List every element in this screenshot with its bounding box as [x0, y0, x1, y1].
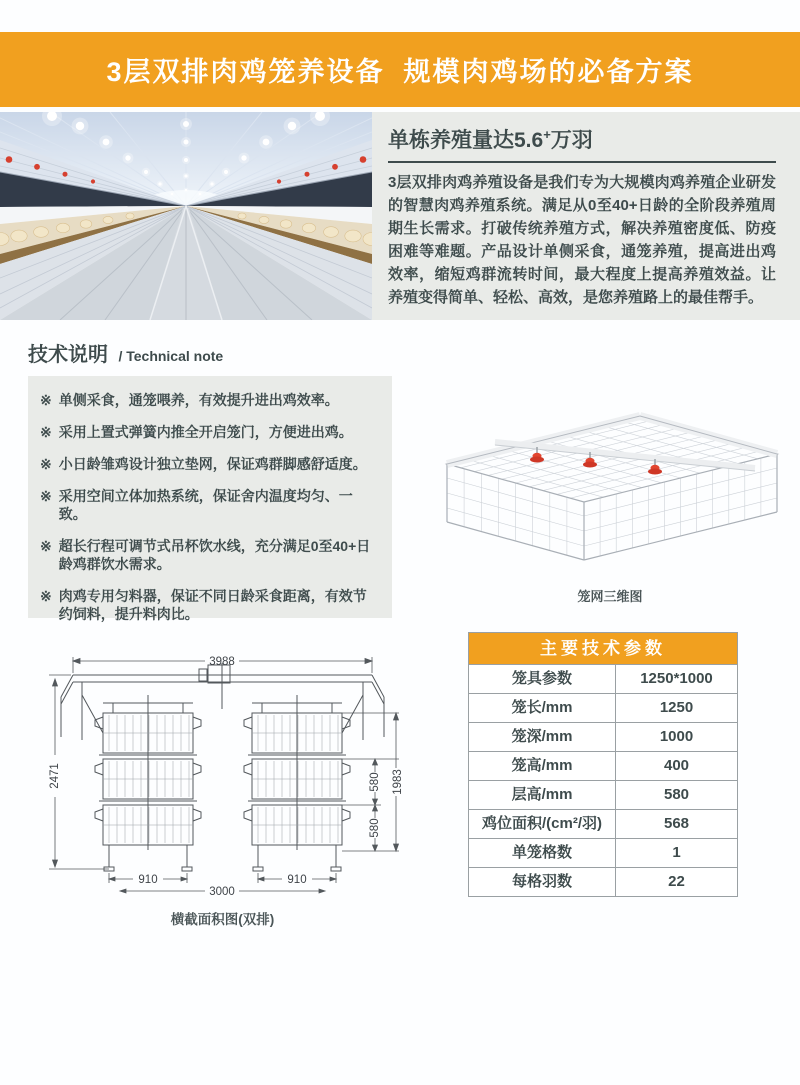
- technote-bullet: [40, 487, 380, 523]
- bullet-text: 超长行程可调节式吊杯饮水线，充分满足0至40+日龄鸡群饮水需求。: [58, 538, 371, 572]
- table-row: [469, 751, 737, 780]
- cross-section-caption: 横截面积图(双排): [170, 912, 275, 927]
- cage-mesh-top: [461, 420, 764, 498]
- bullet-text: 采用上置式弹簧内推全开启笼门，方便进出鸡。: [58, 424, 353, 440]
- table-row: [469, 664, 737, 693]
- technote-bullet: [40, 423, 380, 441]
- row-value: 400: [663, 757, 690, 774]
- row-label: 笼深/mm: [469, 723, 616, 751]
- cross-section-figure: [25, 645, 420, 928]
- dim-total-height: 2471: [49, 763, 61, 789]
- cage-mesh-left: [447, 469, 584, 556]
- spec-table: [468, 632, 738, 897]
- title-banner: [0, 32, 800, 107]
- frame-structure: [61, 663, 384, 740]
- dim-stack-height: 1983: [392, 769, 404, 795]
- bullet-text: 肉鸡专用匀料器，保证不同日龄采食距离，有效节约饲料，提升料肉比。: [58, 588, 367, 622]
- row-label: 层高/mm: [469, 781, 616, 809]
- bullet-text: 采用空间立体加热系统，保证舍内温度均匀、一致。: [58, 488, 353, 522]
- intro-heading-tail: 万羽: [550, 129, 593, 152]
- intro-heading-main: 单栋养殖量达5.6: [388, 129, 544, 152]
- technote-box: [28, 376, 392, 622]
- technote-title-zh: 技术说明: [28, 344, 108, 366]
- row-label: 笼高/mm: [469, 752, 616, 780]
- row-label: 单笼格数: [469, 839, 616, 867]
- cross-section-drawing: [25, 645, 420, 897]
- row-value: 1250: [659, 699, 694, 716]
- dim-total-width: 3988: [209, 656, 235, 668]
- dim-center-span: 3000: [209, 886, 235, 897]
- bullet-marker: ※: [40, 588, 52, 604]
- row-label: 鸡位面积/(cm²/羽): [469, 810, 616, 838]
- row-value: 1000: [659, 728, 694, 745]
- tier-mesh: [103, 715, 342, 843]
- bullet-marker: ※: [40, 538, 52, 554]
- bullet-marker: ※: [40, 456, 52, 472]
- technote-bullet: [40, 587, 380, 623]
- intro-paragraph: 3层双排肉鸡养殖设备是我们专为大规模肉鸡养殖企业研发的智慧肉鸡养殖系统。满足从0至40+日龄的全阶段养殖周期生长需求。打破传统养殖方式，解决养殖密度低、防疫困难等难题。产品设计单侧采食，通笼养殖，提高进出鸡效率，缩短鸡群流转时间，最大程度上提高养殖效益。让养殖变得简单、轻松、高效，是您养殖路上的最佳帮手。: [388, 174, 776, 306]
- intro-heading-sup: +: [543, 127, 551, 142]
- bullet-text: 小日龄雏鸡设计独立垫网，保证鸡群脚感舒适度。: [58, 456, 367, 472]
- row-label: 笼具参数: [469, 665, 616, 693]
- farm-photo: [0, 112, 372, 320]
- farm-photo-illustration: [0, 112, 372, 320]
- row-value: 1250*1000: [640, 670, 713, 687]
- row-value: 22: [668, 873, 685, 890]
- cage-3d-illustration: [425, 398, 795, 576]
- row-value: 580: [663, 786, 690, 803]
- table-row: [469, 722, 737, 751]
- intro-panel: [372, 112, 800, 320]
- bullet-marker: ※: [40, 424, 52, 440]
- technote-heading: [28, 338, 223, 367]
- dim-tier-pitch-upper: 580: [369, 772, 381, 792]
- bullet-marker: ※: [40, 488, 52, 504]
- dim-right-cage-width: 910: [287, 874, 307, 886]
- technote-bullet: [40, 391, 380, 409]
- table-row: [469, 780, 737, 809]
- bullet-text: 单侧采食，通笼喂养，有效提升进出鸡效率。: [58, 392, 339, 408]
- table-row: [469, 838, 737, 867]
- bullet-marker: ※: [40, 392, 52, 408]
- row-value: 568: [663, 815, 690, 832]
- dimension-lines: [49, 657, 399, 893]
- dimension-labels: [49, 656, 404, 897]
- technote-bullet: [40, 455, 380, 473]
- technote-bullet: [40, 537, 380, 573]
- intro-heading: [388, 124, 776, 163]
- spec-table-title: 主要技术参数: [469, 633, 737, 664]
- dim-tier-pitch-lower: 580: [369, 818, 381, 838]
- row-label: 笼长/mm: [469, 694, 616, 722]
- page-title: 3层双排肉鸡笼养设备 规模肉鸡场的必备方案: [106, 57, 694, 87]
- technote-title-en: / Technical note: [118, 348, 224, 364]
- dim-left-cage-width: 910: [138, 874, 158, 886]
- cage-3d-caption: 笼网三维图: [577, 589, 643, 604]
- cage-mesh-right: [584, 458, 777, 556]
- cage-3d-figure: [425, 398, 795, 605]
- row-label: 每格羽数: [469, 868, 616, 896]
- table-row: [469, 693, 737, 722]
- row-value: 1: [672, 844, 681, 861]
- table-row: [469, 867, 737, 896]
- table-row: [469, 809, 737, 838]
